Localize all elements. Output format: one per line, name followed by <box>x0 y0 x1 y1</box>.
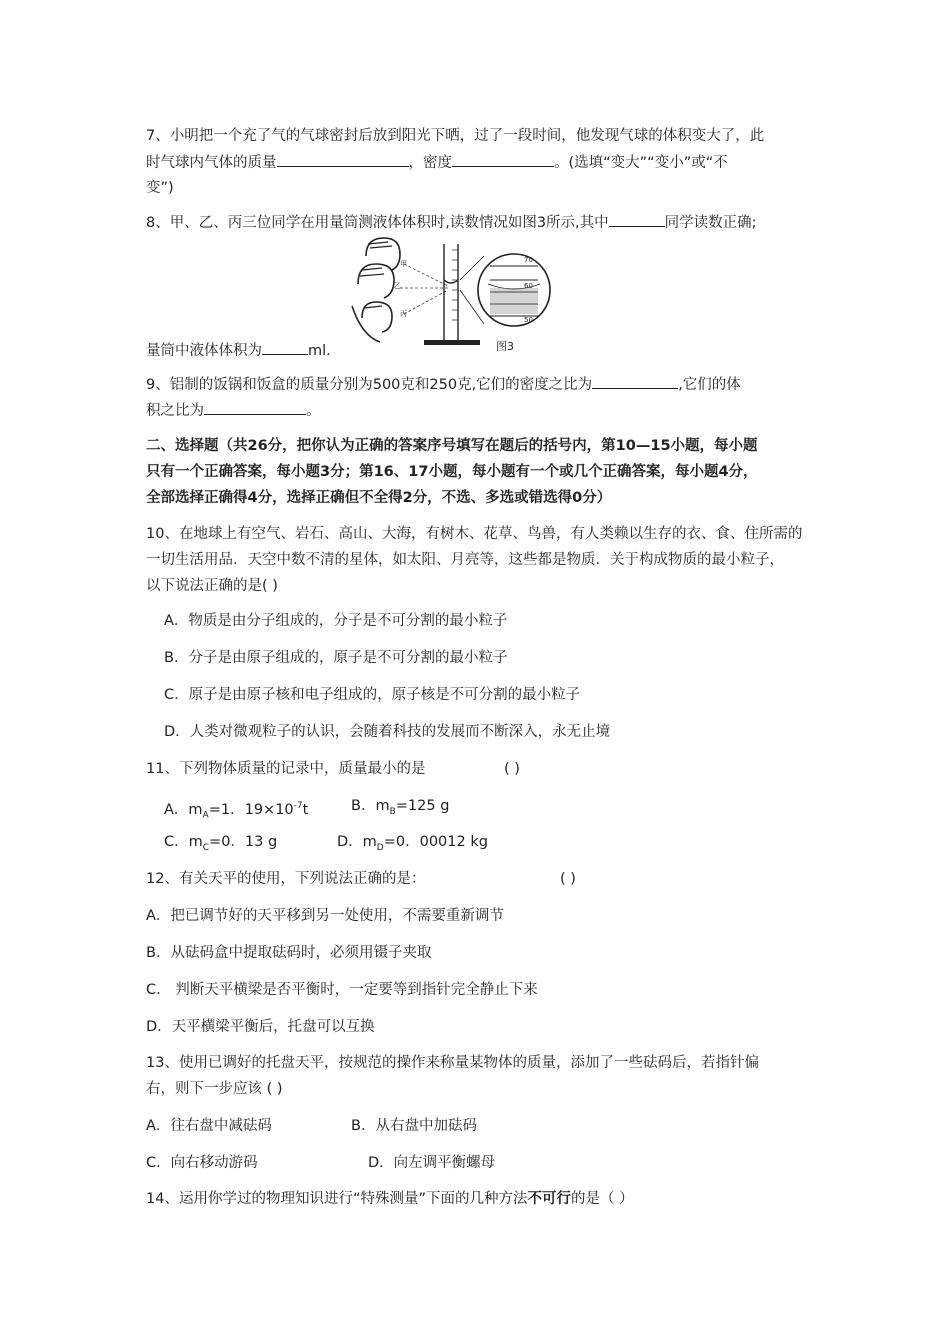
q12-option-d: D．天平横梁平衡后，托盘可以互换 <box>146 1019 375 1035</box>
q8-text-b: 同学读数正确; <box>664 215 757 231</box>
q14-stem <box>146 1189 634 1209</box>
q14-text-emphasis: 不可行 <box>527 1191 571 1207</box>
q10-line1: 10、在地球上有空气、岩石、高山、大海，有树木、花草、鸟兽，有人类赖以生存的衣、食、住所需的 <box>146 526 803 542</box>
q7-line2 <box>146 152 728 173</box>
q11-bracket: ( ) <box>504 761 520 777</box>
q14-text-a: 14、运用你学过的物理知识进行“特殊测量”下面的几种方法 <box>146 1191 528 1207</box>
q8-text-c: 量筒中液体体积为 <box>146 343 262 359</box>
q12-option-c: C． 判断天平横梁是否平衡时，一定要等到指针完全静止下来 <box>146 982 538 998</box>
q7-text-b: ，密度 <box>408 155 452 171</box>
q7-line1: 7、小明把一个充了气的气球密封后放到阳光下晒，过了一段时间，他发现气球的体积变大了，此 <box>146 128 765 144</box>
q11-a-text: A．m <box>164 801 203 818</box>
q11-option-d <box>337 832 488 858</box>
q11-c-text: C．m <box>164 834 203 850</box>
q12-option-a: A．把已调节好的天平移到另一处使用，不需要重新调节 <box>146 908 504 924</box>
section2-line1: 二、选择题（共26分，把你认为正确的答案序号填写在题后的括号内，第10—15小题，每小题 <box>146 438 758 454</box>
q10-line2: 一切生活用品．天空中数不清的星体，如太阳、月亮等，这些都是物质．关于构成物质的最小粒子， <box>146 552 784 568</box>
person-label-bing: 丙 <box>400 310 407 318</box>
q9-text-c: 积之比为 <box>146 403 204 419</box>
figure-caption: 图3 <box>496 340 514 353</box>
q9-text-b: ,它们的体 <box>678 377 741 393</box>
q12-bracket: ( ) <box>560 871 576 887</box>
q9-line2 <box>146 400 321 421</box>
q8-line2 <box>146 340 331 361</box>
q12-option-b: B．从砝码盒中提取砝码时，必须用镊子夹取 <box>146 945 432 961</box>
scale-60: 60 <box>524 282 533 290</box>
q7-blank-mass[interactable] <box>277 152 409 167</box>
q11-stem: 11、下列物体质量的记录中，质量最小的是 <box>146 761 426 777</box>
q13-option-d: D．向左调平衡螺母 <box>368 1155 496 1171</box>
graduated-cylinder-figure <box>348 236 558 354</box>
q8-text-d: ml. <box>308 343 331 359</box>
q11-option-b <box>351 796 449 822</box>
q13-option-a: A．往右盘中减砝码 <box>146 1118 272 1134</box>
q9-text-a: 9、铝制的饭锅和饭盒的质量分别为500克和250克,它们的密度之比为 <box>146 377 593 393</box>
q11-a-exp: -7 <box>293 801 303 811</box>
q10-option-c: C．原子是由原子核和电子组成的，原子核是不可分割的最小粒子 <box>164 687 581 703</box>
q11-c-sub: C <box>202 842 210 853</box>
q8-text-a: 8、甲、乙、丙三位同学在用量筒测液体体积时,读数情况如图3所示,其中 <box>146 215 609 231</box>
q11-a-value: =1．19×10 <box>208 801 294 818</box>
q8-line1 <box>146 212 757 233</box>
q10-option-b: B．分子是由原子组成的，原子是不可分割的最小粒子 <box>164 650 508 666</box>
section2-line3: 全部选择正确得4分，选择正确但不全得2分，不选、多选或错选得0分） <box>146 490 612 506</box>
q7-text-c: 。(选填“变大”“变小”或“不 <box>554 155 728 171</box>
person-label-yi: 乙 <box>394 282 401 290</box>
q9-blank-density-ratio[interactable] <box>592 374 678 389</box>
scale-70: 70 <box>524 256 533 264</box>
person-label-jia: 甲 <box>400 260 407 268</box>
q10-option-d: D．人类对微观粒子的认识，会随着科技的发展而不断深入，永无止境 <box>164 724 611 740</box>
q11-b-text: B．m <box>351 798 390 814</box>
q11-d-value: =0．00012 kg <box>383 834 488 850</box>
q7-blank-density[interactable] <box>452 152 554 167</box>
q8-blank-volume[interactable] <box>262 340 308 355</box>
scale-50: 50 <box>524 316 533 324</box>
q8-blank-student[interactable] <box>609 212 665 227</box>
q11-a-sub: A <box>202 810 209 821</box>
q13-line2: 右，则下一步应该 ( ) <box>146 1081 283 1097</box>
q9-text-d: 。 <box>306 403 321 419</box>
q10-line3: 以下说法正确的是( ) <box>146 578 278 594</box>
q11-c-value: =0．13 g <box>209 834 278 850</box>
q11-option-c <box>164 832 277 858</box>
q13-line1: 13、使用已调好的托盘天平，按规范的操作来称量某物体的质量，添加了一些砝码后，若指针偏 <box>146 1055 759 1071</box>
q13-option-c: C．向右移动游码 <box>146 1155 258 1171</box>
q7-text-a: 时气球内气体的质量 <box>146 155 277 171</box>
q9-line1 <box>146 374 741 395</box>
q14-text-c: 的是（ ） <box>570 1191 634 1207</box>
q12-stem: 12、有关天平的使用，下列说法正确的是： <box>146 871 426 887</box>
q7-line3: 变”) <box>146 180 174 196</box>
q11-option-a <box>164 796 308 826</box>
q10-option-a: A．物质是由分子组成的，分子是不可分割的最小粒子 <box>164 613 508 629</box>
q11-b-sub: B <box>389 806 396 817</box>
q11-d-sub: D <box>376 842 384 853</box>
section2-line2: 只有一个正确答案，每小题3分；第16、17小题，每小题有一个或几个正确答案，每小题4分， <box>146 464 758 480</box>
q13-option-b: B．从右盘中加砝码 <box>351 1118 477 1134</box>
q11-b-value: =125 g <box>395 798 450 814</box>
q11-a-unit: t <box>302 801 309 818</box>
q11-d-text: D．m <box>337 834 377 850</box>
q9-blank-volume-ratio[interactable] <box>204 400 306 415</box>
cylinder-base <box>424 340 480 345</box>
